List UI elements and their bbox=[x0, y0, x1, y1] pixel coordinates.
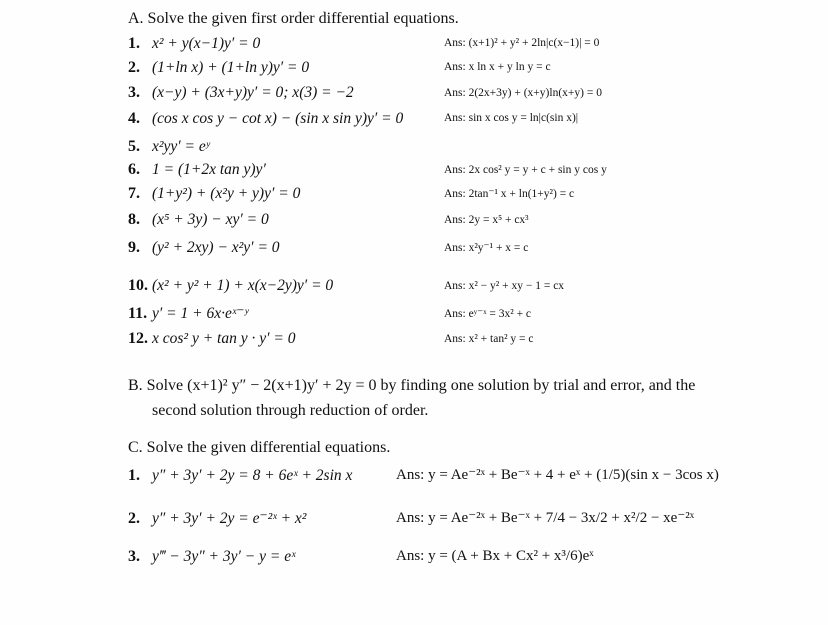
problem-answer: Ans: y = Ae⁻²ˣ + Be⁻ˣ + 7/4 − 3x/2 + x²/2 − xe⁻²ˣ bbox=[396, 510, 695, 526]
problem-equation: (1+y²) + (x²y + y)y′ = 0 bbox=[152, 185, 301, 202]
problem-number: 10. bbox=[128, 277, 148, 294]
problem-answer: Ans: x ln x + y ln y = c bbox=[444, 61, 551, 73]
problem-answer: Ans: 2x cos² y = y + c + sin y cos y bbox=[444, 164, 607, 176]
problem-answer: Ans: 2tan⁻¹ x + ln(1+y²) = c bbox=[444, 188, 575, 200]
problem-equation: (y² + 2xy) − x²y′ = 0 bbox=[152, 239, 280, 256]
problem-equation: y″ + 3y′ + 2y = 8 + 6eˣ + 2sin x bbox=[152, 467, 353, 484]
section-b-line-2: second solution through reduction of order. bbox=[152, 402, 429, 419]
problem-equation: (x² + y² + 1) + x(x−2y)y′ = 0 bbox=[152, 277, 334, 294]
problem-answer: Ans: y = (A + Bx + Cx² + x³/6)eˣ bbox=[396, 548, 594, 564]
problem-number: 7. bbox=[128, 185, 140, 202]
problem-answer: Ans: sin x cos y = ln|c(sin x)| bbox=[444, 112, 579, 124]
problem-number: 8. bbox=[128, 211, 140, 228]
problem-equation: x cos² y + tan y · y′ = 0 bbox=[152, 330, 296, 347]
problem-answer: Ans: (x+1)² + y² + 2ln|c(x−1)| = 0 bbox=[444, 37, 600, 49]
problem-answer: Ans: y = Ae⁻²ˣ + Be⁻ˣ + 4 + eˣ + (1/5)(sin x − 3cos x) bbox=[396, 467, 719, 483]
problem-equation: y″ + 3y′ + 2y = e⁻²ˣ + x² bbox=[152, 510, 307, 527]
problem-number: 2. bbox=[128, 59, 140, 76]
problem-answer: Ans: x²y⁻¹ + x = c bbox=[444, 242, 529, 254]
problem-equation: (x⁵ + 3y) − xy′ = 0 bbox=[152, 211, 269, 228]
problem-number: 1. bbox=[128, 35, 140, 52]
problem-answer: Ans: 2y = x⁵ + cx³ bbox=[444, 214, 529, 226]
problem-answer: Ans: eʸ⁻ˣ = 3x² + c bbox=[444, 308, 532, 320]
problem-equation: y‴ − 3y″ + 3y′ − y = eˣ bbox=[152, 548, 296, 565]
problem-number: 11. bbox=[128, 305, 148, 322]
problem-number: 9. bbox=[128, 239, 140, 256]
section-a-heading: A. Solve the given first order differential equations. bbox=[128, 10, 459, 27]
problem-number: 6. bbox=[128, 161, 140, 178]
problem-answer: Ans: 2(2x+3y) + (x+y)ln(x+y) = 0 bbox=[444, 87, 602, 99]
problem-equation: (1+ln x) + (1+ln y)y′ = 0 bbox=[152, 59, 310, 76]
section-c-heading: C. Solve the given differential equations. bbox=[128, 439, 391, 456]
problem-number: 1. bbox=[128, 467, 140, 484]
problem-answer: Ans: x² − y² + xy − 1 = cx bbox=[444, 280, 565, 292]
problem-number: 5. bbox=[128, 138, 140, 155]
problem-number: 3. bbox=[128, 548, 140, 565]
problem-number: 4. bbox=[128, 110, 140, 127]
problem-answer: Ans: x² + tan² y = c bbox=[444, 333, 534, 345]
problem-equation: (cos x cos y − cot x) − (sin x sin y)y′ = 0 bbox=[152, 110, 404, 127]
problem-number: 2. bbox=[128, 510, 140, 527]
problem-equation: 1 = (1+2x tan y)y′ bbox=[152, 161, 266, 178]
problem-number: 12. bbox=[128, 330, 148, 347]
problem-equation: (x−y) + (3x+y)y′ = 0; x(3) = −2 bbox=[152, 84, 354, 101]
problem-number: 3. bbox=[128, 84, 140, 101]
problem-equation: x² + y(x−1)y′ = 0 bbox=[152, 35, 261, 52]
problem-equation: x²yy′ = eʸ bbox=[152, 138, 210, 155]
problem-equation: y′ = 1 + 6x·eˣ⁻ʸ bbox=[152, 305, 249, 322]
section-b-line-1: B. Solve (x+1)² y″ − 2(x+1)y′ + 2y = 0 by finding one solution by trial and error, and the bbox=[128, 377, 696, 394]
